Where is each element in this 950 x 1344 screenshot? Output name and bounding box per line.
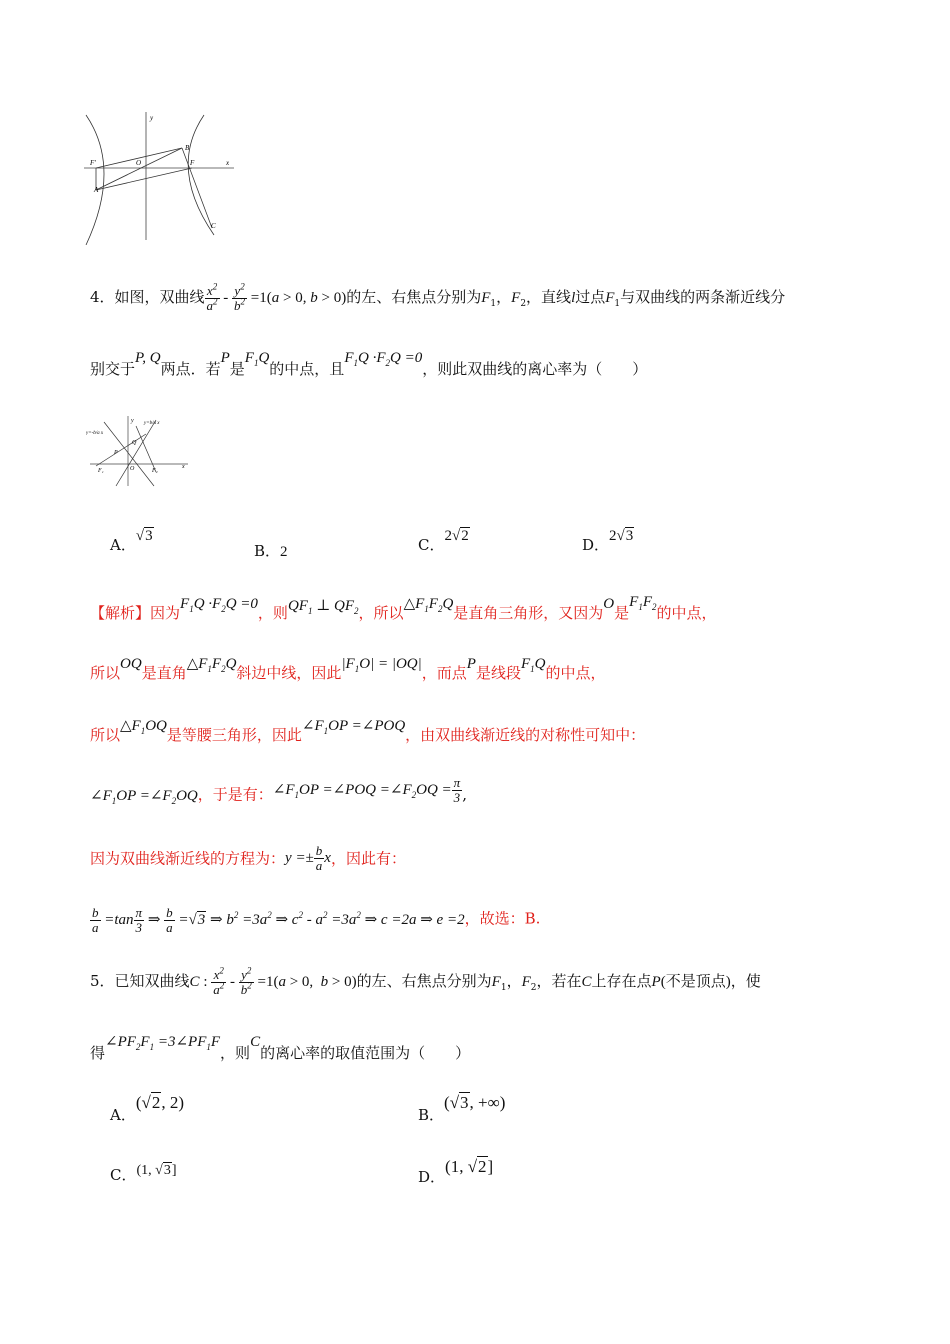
q4-dot-product: $F_1Q \cdot F_2Q =0$ <box>344 350 423 368</box>
q5-option-b-label: B． <box>418 1106 445 1124</box>
solution-l1c: ，所以 <box>358 604 404 622</box>
q4-f1q: $F_1Q$ <box>244 350 270 368</box>
solution-l2b: 是直角 <box>141 664 187 682</box>
q4-text-2: ，直线 <box>526 288 572 307</box>
label-origin: O <box>136 159 142 167</box>
q5-text-6: 得 <box>90 1044 106 1062</box>
q4-option-c-coef: 2 <box>444 528 452 544</box>
q4-line-var: l <box>571 290 576 307</box>
q5-line-1: 5．已知双曲线C : $\frac{x^2}{a^2}$ - $\frac{y^2}{b^2}$ =1(a > 0, b > 0)的左、右焦点分别为$F_1$，$F_2$，若在C上存在点P(不是顶点)，使 <box>90 965 761 997</box>
fig2-label-p: P <box>114 450 118 456</box>
fig2-label-asym-right: y=b/a x <box>144 421 160 426</box>
q4-option-b-value: 2 <box>280 544 288 560</box>
solution-l6end: ，故选：B. <box>464 909 541 928</box>
q4-text-7: 是 <box>229 360 245 378</box>
label-c: C <box>211 222 216 230</box>
solution-line-4: $\angle F_1OP$ $=\angle F_2OQ$，于是有：$\angle F_1OP$ =∠POQ $=\angle F_2OQ$ = $\frac{\pi}{3}$ , <box>90 775 467 806</box>
hyperbola-figure-2 <box>86 412 190 488</box>
label-b: B <box>185 144 190 152</box>
q4-p: P <box>220 350 230 366</box>
solution-line-3: 所以$\triangle F_1OQ$是等腰三角形，因此$\angle F_1OP$ =∠POQ，由双曲线渐近线的对称性可知中： <box>90 718 646 744</box>
solution-line-5: 因为双曲线渐近线的方程为：y =± $\frac{b}{a}$ x，因此有： <box>90 843 406 873</box>
fig2-label-f1: F₁ <box>98 468 104 474</box>
q4-option-a-value: 3 <box>145 528 153 544</box>
solution-l1f: 的中点， <box>656 604 717 622</box>
q4-option-a[interactable]: A．√3 <box>110 528 153 554</box>
q5-text-2: ，若在 <box>536 972 582 991</box>
q4-frac-y2b2: $\frac{y^2}{b^2}$ <box>234 281 246 313</box>
q4-option-a-label: A． <box>110 536 136 554</box>
q4-option-d[interactable]: D．2√3 <box>582 528 634 554</box>
q5-option-c-label: C． <box>110 1166 137 1184</box>
solution-l2d: ，而点 <box>421 664 467 682</box>
q5-c: C <box>581 974 592 991</box>
solution-line-1: 【解析】因为$F_1Q \cdot F_2Q =0$，则$QF_1$ ⊥ $QF_2$，所以$\triangle F_1F_2Q$是直角三角形，又因为O是$F_1F_2$的中点， <box>90 594 717 622</box>
fig2-label-x: x <box>182 464 185 470</box>
solution-l2f: 的中点， <box>545 664 606 682</box>
solution-line-2: 所以OQ是直角$\triangle F_1F_2Q$斜边中线，因此$|F_1O| = |OQ|$，而点P是线段$F_1Q$的中点， <box>90 656 606 682</box>
q4-number: 4．如图，双曲线 <box>90 288 205 307</box>
q4-option-c-value: 2 <box>461 528 469 544</box>
solution-l1b: ，则 <box>257 604 288 622</box>
q4-option-c[interactable]: C．2√2 <box>418 528 469 554</box>
q5-text-7: ，则 <box>220 1044 251 1062</box>
fig2-label-asym-left: y=-b/a x <box>86 431 104 436</box>
q4-text-9: ，则此双曲线的离心率为（ ） <box>422 360 648 378</box>
q4-eq-condition: =1(a > 0, b > 0) <box>247 290 347 307</box>
q5-option-a-label: A． <box>110 1106 136 1124</box>
q4-option-d-coef: 2 <box>609 528 617 544</box>
q5-text-1: 的左、右焦点分别为 <box>356 972 492 991</box>
q4-frac-x2a2: $\frac{x^2}{a^2}$ <box>206 281 218 313</box>
q4-option-b[interactable] <box>254 544 288 560</box>
q4-text-4: 与双曲线的两条渐近线分 <box>620 288 786 307</box>
q5-option-a[interactable]: A．(√2, 2) <box>110 1093 185 1124</box>
solution-l4a: ，于是有： <box>197 785 273 804</box>
solution-line-6: $\frac{b}{a}$ =tan $\frac{\pi}{3}$ ⇒ $\frac{b}{a}$ =√3 ⇒ $b^2 =3a^2$ ⇒ $c^2 - a^2 =3a^2$ ⇒ c =2a ⇒ e =2，故选：B. <box>92 905 541 935</box>
q4-text-1: 的左、右焦点分别为 <box>346 288 482 307</box>
fig2-label-o: O <box>130 466 135 472</box>
fig2-label-y: y <box>131 418 134 424</box>
q5-text-3: 上存在点 <box>591 972 652 991</box>
solution-tag: 【解析】 <box>90 604 151 622</box>
q5-option-d-label: D． <box>418 1168 446 1186</box>
q4-option-d-value: 3 <box>625 528 634 544</box>
solution-l3c: ，由双曲线渐近线的对称性可知中： <box>405 726 646 744</box>
solution-l2e: 是线段 <box>475 664 521 682</box>
label-a: A <box>94 186 99 194</box>
q4-text-5: 别交于 <box>90 360 136 378</box>
solution-l1e: 是 <box>614 604 630 622</box>
q5-option-c[interactable]: C．(1, √3] <box>110 1163 177 1184</box>
fig2-label-q: Q <box>132 440 137 446</box>
q5-line-2: 得$\angle PF_2F_1$ $=3\angle PF_1F$，则C的离心率的取值范围为（ ） <box>90 1034 471 1062</box>
q4-text-6: 两点．若 <box>160 360 221 378</box>
q5-option-b[interactable]: B．(√3, +∞) <box>418 1093 506 1124</box>
hyperbola-figure-1 <box>84 110 234 245</box>
solution-l2c: 斜边中线，因此 <box>236 664 342 682</box>
q4-text-8: 的中点，且 <box>269 360 345 378</box>
solution-l5b: ，因此有： <box>330 849 406 868</box>
solution-l3b: 是等腰三角形，因此 <box>166 726 302 744</box>
label-y: y <box>150 114 154 122</box>
q4-option-c-label: C． <box>418 536 445 554</box>
solution-l1d: 是直角三角形，又因为 <box>453 604 604 622</box>
q4-points: P, Q <box>135 350 161 366</box>
q4-option-d-label: D． <box>582 536 610 554</box>
q5-number: 5．已知双曲线 <box>90 972 190 991</box>
solution-l2a: 所以 <box>90 664 121 682</box>
solution-o: O <box>603 596 615 612</box>
q4-line-2 <box>90 350 648 378</box>
fig2-label-f2: F₂ <box>152 468 158 474</box>
q4-line-1: 4．如图，双曲线 $\frac{x^2}{a^2}$ - $\frac{y^2}{b^2}$ =1(a > 0, b > 0)的左、右焦点分别为$F_1$，$F_2$，直线l过点$F_1$与双曲线的两条渐近线分 <box>90 281 786 313</box>
q4-text-3: 过点 <box>575 288 606 307</box>
label-x: x <box>226 159 230 167</box>
q5-text-5: ，使 <box>730 972 761 991</box>
label-f-right: F <box>190 159 195 167</box>
label-f-left: F' <box>90 159 96 167</box>
q5-text-8: 的离心率的取值范围为（ ） <box>260 1044 471 1062</box>
q4-option-b-label: B． <box>254 542 281 560</box>
q5-text-4: 不是顶点 <box>665 972 726 991</box>
q5-option-d[interactable]: D．(1, √2] <box>418 1157 494 1186</box>
solution-l3a: 所以 <box>90 726 121 744</box>
solution-l5a: 因为双曲线渐近线的方程为： <box>90 849 286 868</box>
solution-l1a: 因为 <box>150 604 181 622</box>
